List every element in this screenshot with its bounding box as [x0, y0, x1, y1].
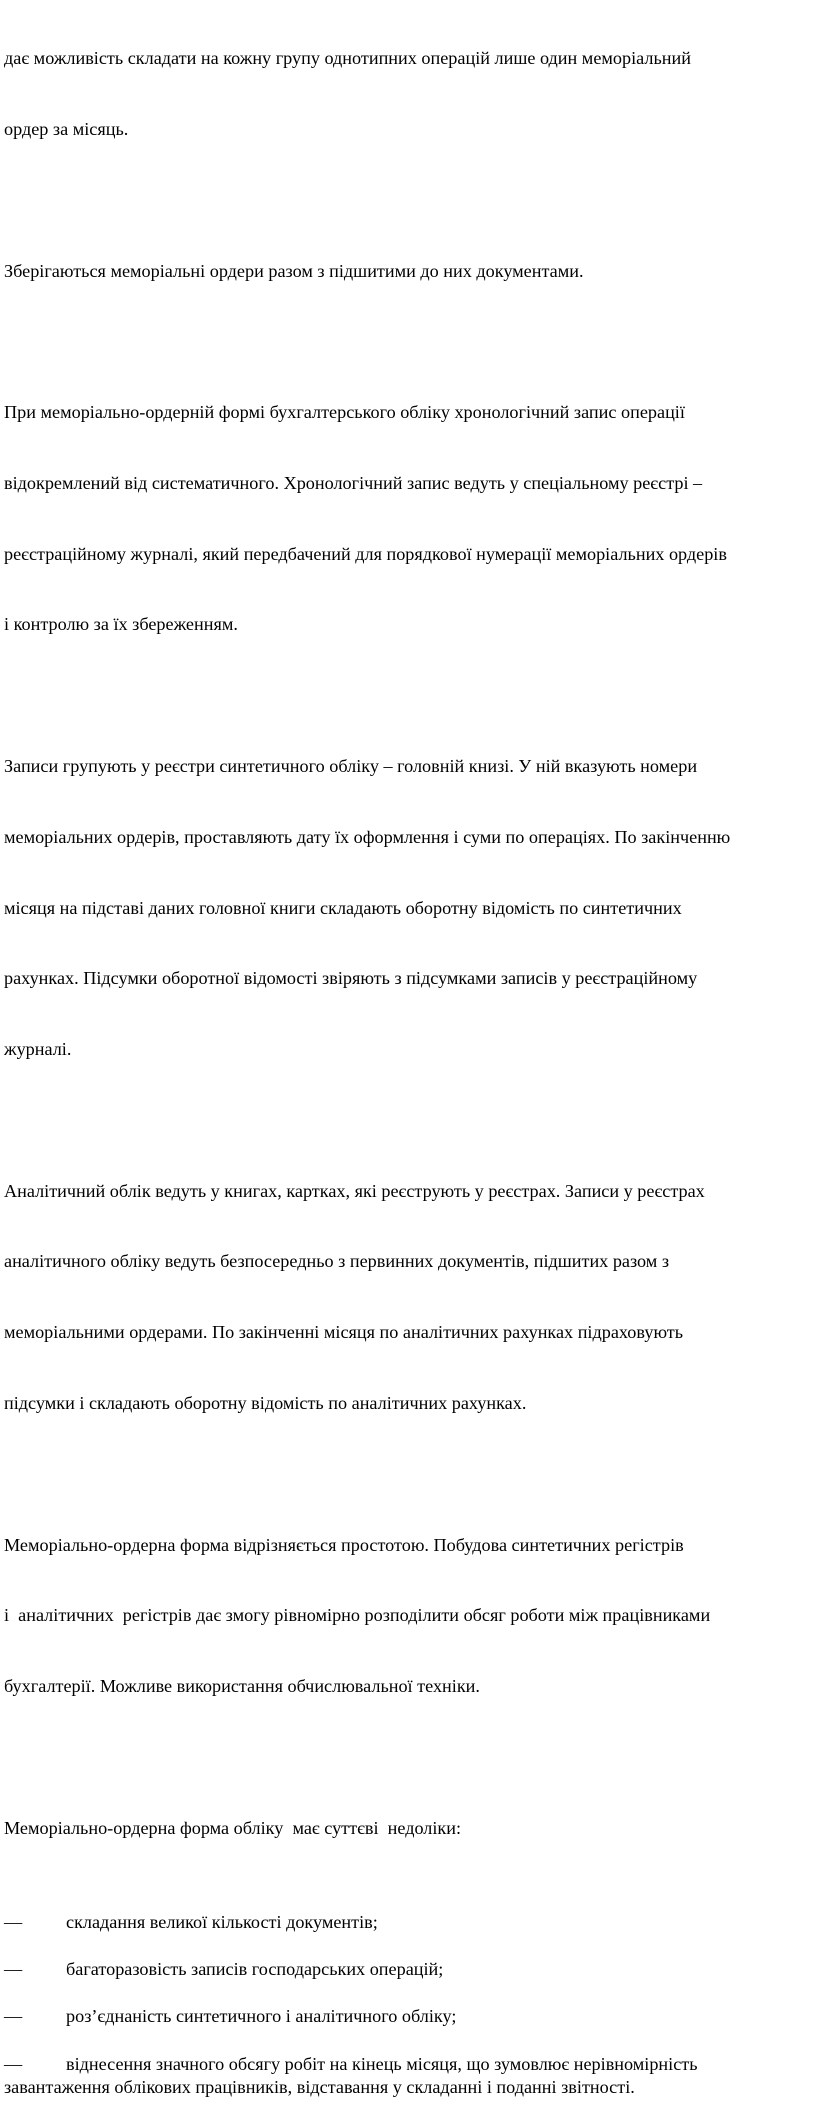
text-line: Записи групують у реєстри синтетичного обліку – головній книзі. У ній вказують номери [4, 756, 698, 776]
list-item [4, 1958, 816, 1982]
list-item-text-continuation: завантаження облікових працівників, відставання у складанні і поданні звітності. [4, 2077, 635, 2098]
text-line: При меморіально-ордерній формі бухгалтерського обліку хронологічний запис операції [4, 402, 685, 423]
paragraph-simplicity [4, 1486, 816, 1746]
list-item [4, 2053, 816, 2100]
dash-marker: — [4, 1912, 23, 1933]
paragraph-order-per-month [4, 0, 816, 189]
text-line: і аналітичних регістрів дає змогу рівномірно розподілити обсяг роботи між працівниками [4, 1605, 711, 1626]
list-item-text: складання великої кількості документів; [66, 1912, 378, 1933]
paragraph-drawbacks-intro [4, 1770, 816, 1888]
text-line: журналі. [4, 1039, 72, 1060]
paragraph-general-ledger [4, 708, 816, 1109]
list-item-text: віднесення значного обсягу робіт на кінець місяця, що зумовлює нерівномірність [66, 2053, 698, 2074]
text-line: дає можливість складати на кожну групу однотипних операцій лише один меморіальний [4, 48, 691, 69]
list-item [4, 1911, 816, 1935]
list-item-text: багаторазовість записів господарських операцій; [66, 1959, 444, 1980]
paragraph-analytical-accounting [4, 1133, 816, 1463]
list-item-text: роз’єднаність синтетичного і аналітичного обліку; [66, 2006, 457, 2027]
text-line: місяця на підставі даних головної книги складають оборотну відомість по синтетичних [4, 897, 682, 918]
dash-marker: — [4, 1959, 23, 1980]
text-line: бухгалтерії. Можливе використання обчислювальної техніки. [4, 1676, 480, 1697]
text-line: підсумки і складають оборотну відомість по аналітичних рахунках. [4, 1393, 527, 1414]
text-line: Зберігаються меморіальні ордери разом з підшитими до них документами. [4, 260, 584, 281]
text-line: і контролю за їх збереженням. [4, 614, 238, 635]
dash-marker: — [4, 2006, 23, 2027]
list-item [4, 2005, 816, 2029]
text-line: аналітичного обліку ведуть безпосередньо з первинних документів, підшитих разом з [4, 1251, 670, 1272]
paragraph-storage [4, 212, 816, 330]
text-line: Аналітичний облік ведуть у книгах, картках, які реєструють у реєстрах. Записи у реєстрах [4, 1180, 705, 1201]
dash-marker: — [4, 2053, 23, 2074]
paragraph-chronological-record [4, 354, 816, 684]
text-line: рахунках. Підсумки оборотної відомості звіряють з підсумками записів у реєстраційному [4, 968, 698, 989]
text-line: відокремлений від систематичного. Хронологічний запис ведуть у спеціальному реєстрі – [4, 472, 703, 493]
document-page [4, 0, 816, 2123]
text-line: реєстраційному журналі, який передбачений для порядкової нумерації меморіальних ордерів [4, 543, 727, 564]
text-line: ордер за місяць. [4, 118, 129, 139]
text-line: Меморіально-ордерна форма обліку має суттєві недоліки: [4, 1817, 462, 1838]
text-line: Меморіально-ордерна форма відрізняється простотою. Побудова синтетичних регістрів [4, 1534, 684, 1555]
text-line: меморіальних ордерів, проставляють дату їх оформлення і суми по операціях. По закінченню [4, 826, 731, 847]
text-line: меморіальними ордерами. По закінченні місяця по аналітичних рахунках підраховують [4, 1322, 684, 1343]
